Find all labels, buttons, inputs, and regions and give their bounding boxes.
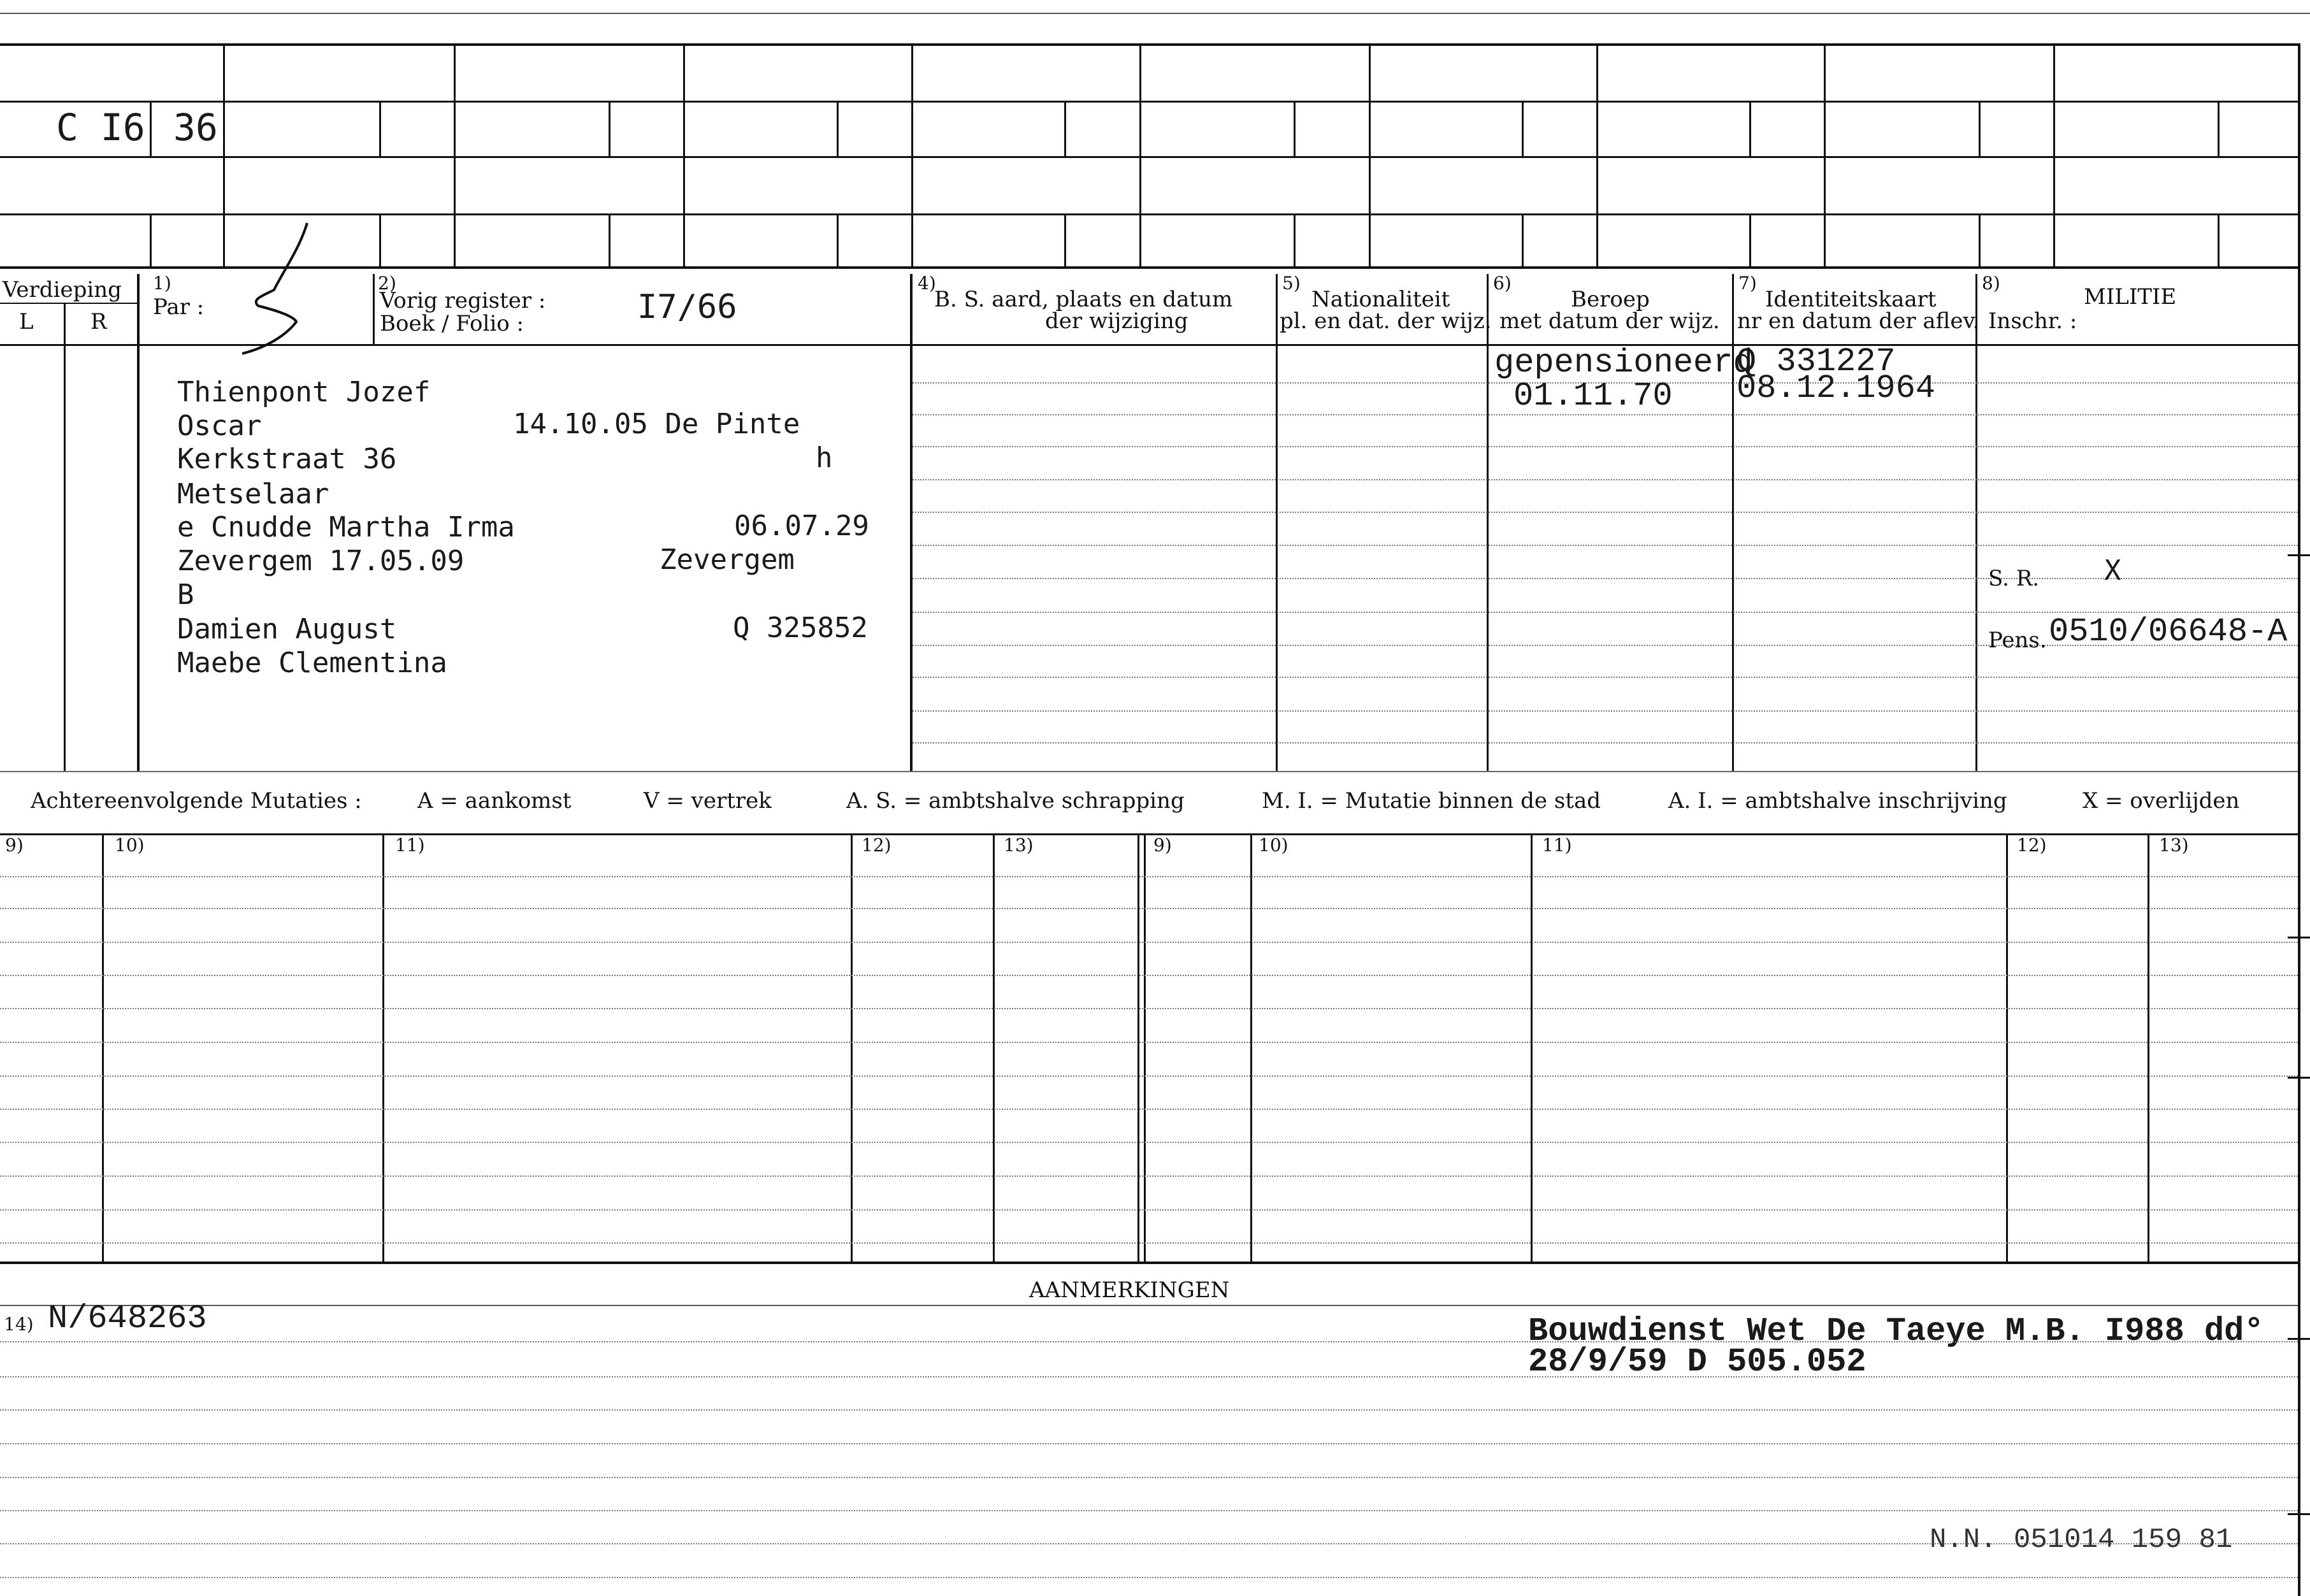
legend-top-line (0, 771, 2298, 772)
rule (0, 1008, 2298, 1009)
legend-ai: A. I. = ambtshalve inschrijving (1668, 788, 2007, 814)
grid-tick (379, 101, 381, 156)
rule (913, 742, 2298, 744)
person-code-b: B (177, 579, 194, 611)
grid-col-line (683, 43, 685, 266)
rule (0, 1075, 2298, 1077)
code-separator (150, 101, 152, 156)
col-line-person (137, 274, 140, 771)
mut-col-line (2006, 833, 2008, 1262)
militie-label: MILITIE (2084, 284, 2177, 310)
id-date: 08.12.1964 (1736, 370, 1936, 407)
grid-tick (1749, 101, 1751, 156)
rule (913, 578, 2298, 579)
col-line-bs (910, 274, 913, 771)
rule (0, 1042, 2298, 1043)
grid-tick (1522, 101, 1524, 156)
col-r-label: R (90, 309, 107, 334)
grid-col-line (1139, 43, 1141, 266)
rule (913, 710, 2298, 712)
rule (0, 1109, 2298, 1110)
mut-col-line (2148, 833, 2149, 1262)
sr-value: X (2104, 554, 2121, 587)
margin-tick (2288, 554, 2310, 556)
mutations-bottom-line (0, 1262, 2298, 1264)
boek-folio-label: Boek / Folio : (380, 311, 524, 336)
rule (0, 1142, 2298, 1143)
code-a: C I6 (56, 106, 145, 149)
rule (913, 545, 2298, 546)
top-edge-line (0, 13, 2310, 14)
margin-tick (2288, 1338, 2310, 1340)
note-6: 6) (1493, 273, 1512, 294)
bs-label-2: der wijziging (1045, 308, 1188, 334)
rule (0, 1409, 2298, 1411)
person-mother: Maebe Clementina (177, 647, 447, 679)
nat-label-1: Nationaliteit (1311, 287, 1450, 312)
mut-col-10: 10) (115, 835, 145, 856)
rule (0, 876, 2298, 877)
rule (0, 1175, 2298, 1177)
grid-row-line (0, 266, 2298, 269)
rule (0, 975, 2298, 976)
top-border-line (0, 43, 2300, 46)
note-14: 14) (4, 1314, 34, 1335)
grid-tick (150, 213, 152, 266)
grid-tick (1522, 213, 1524, 266)
margin-tick (2288, 937, 2310, 938)
grid-tick (1294, 213, 1296, 266)
person-spouse-birth: Zevergem 17.05.09 (177, 545, 465, 577)
rule (0, 1341, 2298, 1342)
id-label-1: Identiteitskaart (1765, 287, 1937, 312)
rule (0, 1209, 2298, 1211)
rule (0, 1376, 2298, 1377)
col-line-vorig (373, 274, 375, 344)
grid-tick (609, 213, 610, 266)
note-7: 7) (1738, 273, 1757, 294)
person-name: Thienpont Jozef (177, 376, 431, 408)
beroep-value: gepensioneerd (1494, 344, 1753, 382)
col-line-beroep (1487, 274, 1489, 771)
note-5: 5) (1282, 273, 1301, 294)
grid-tick (1064, 213, 1066, 266)
inschr-label: Inschr. : (1988, 308, 2077, 334)
legend-x: X = overlijden (2083, 788, 2240, 814)
mut-col-13b: 13) (2159, 835, 2189, 856)
rule (0, 1242, 2298, 1244)
vorig-register-value: I7/66 (637, 288, 737, 326)
nat-label-2: pl. en dat. der wijz. (1280, 308, 1492, 334)
bouwdienst-line-1: Bouwdienst Wet De Taeye M.B. I988 dd° (1528, 1312, 2264, 1350)
grid-row-line (0, 156, 2298, 158)
beroep-label-1: Beroep (1571, 287, 1650, 312)
grid-tick (1749, 213, 1751, 266)
sr-label: S. R. (1988, 566, 2040, 591)
col-line-nat (1276, 274, 1278, 771)
rule (913, 446, 2298, 447)
mut-col-line (382, 833, 384, 1262)
remarks-title: AANMERKINGEN (1029, 1277, 1230, 1303)
grid-col-line (1824, 43, 1826, 266)
legend-v: V = vertrek (644, 788, 772, 814)
right-border-line (2298, 43, 2300, 1596)
note-8: 8) (1982, 273, 2000, 294)
legend-as: A. S. = ambtshalve schrapping (846, 788, 1185, 814)
mutations-top-line (0, 833, 2298, 835)
rule (0, 1443, 2298, 1444)
col-line-lr (64, 303, 66, 771)
rule (0, 1510, 2298, 1511)
beroep-date: 01.11.70 (1513, 377, 1673, 415)
margin-tick (2288, 1077, 2310, 1079)
grid-tick (837, 213, 839, 266)
person-birth: 14.10.05 De Pinte (513, 408, 800, 440)
grid-row-line (0, 213, 2298, 215)
signature-mark (236, 220, 319, 357)
rule (0, 1477, 2298, 1478)
bouwdienst-line-2: 28/9/59 D 505.052 (1528, 1343, 1866, 1381)
legend-title: Achtereenvolgende Mutaties : (31, 788, 362, 814)
grid-col-line (1369, 43, 1371, 266)
grid-col-line (2053, 43, 2055, 266)
rule (0, 942, 2298, 943)
rule (0, 1577, 2298, 1578)
id-label-2: nr en datum der aflev. (1737, 308, 1980, 334)
person-address: Kerkstraat 36 (177, 443, 397, 475)
mut-col-line (102, 833, 104, 1262)
pens-label: Pens. (1988, 628, 2047, 653)
lr-divider-line (0, 303, 137, 304)
person-spouse: e Cnudde Martha Irma (177, 511, 515, 543)
mut-col-10b: 10) (1259, 835, 1289, 856)
col-line-militie (1975, 274, 1977, 771)
rule (0, 908, 2298, 909)
mut-col-9b: 9) (1153, 835, 1172, 856)
nn-code: N/648263 (48, 1300, 207, 1337)
grid-tick (2218, 213, 2220, 266)
grid-col-line (911, 43, 913, 266)
pens-value: 0510/06648-A (2049, 613, 2288, 651)
mut-col-9: 9) (5, 835, 24, 856)
margin-tick (2288, 1513, 2310, 1515)
remarks-top-line (0, 1305, 2298, 1306)
grid-col-line (1596, 43, 1598, 266)
grid-row-line (0, 101, 2298, 103)
person-marriage-date: 06.07.29 (734, 510, 869, 542)
mut-col-12: 12) (862, 835, 892, 856)
person-mark: h (816, 442, 833, 474)
person-given-name: Oscar (177, 410, 262, 442)
mut-col-12b: 12) (2017, 835, 2047, 856)
note-4: 4) (918, 273, 936, 294)
beroep-label-2: met datum der wijz. (1499, 308, 1720, 334)
nn-number: N.N. 051014 159 81 (1930, 1524, 2233, 1556)
id-number: Q 331227 (1736, 343, 1896, 380)
note-1: 1) (153, 273, 171, 294)
note-2: 2) (378, 273, 396, 294)
legend-mi: M. I. = Mutatie binnen de stad (1262, 788, 1601, 814)
mut-col-line (993, 833, 995, 1262)
verdieping-label: Verdieping (3, 277, 122, 303)
rule (913, 479, 2298, 480)
grid-tick (1979, 101, 1981, 156)
person-spouse-place: Zevergem (660, 543, 795, 576)
grid-col-line (223, 43, 225, 266)
person-father: Damien August (177, 613, 397, 645)
person-id-number: Q 325852 (733, 612, 868, 644)
grid-col-line (454, 43, 456, 266)
mut-col-line (1137, 833, 1139, 1262)
vorig-register-label: Vorig register : (380, 288, 546, 313)
code-b: 36 (173, 106, 218, 149)
mut-col-11b: 11) (1542, 835, 1572, 856)
col-l-label: L (19, 309, 34, 334)
bs-label-1: B. S. aard, plaats en datum (934, 287, 1233, 312)
grid-tick (837, 101, 839, 156)
mut-col-line (1531, 833, 1533, 1262)
grid-tick (609, 101, 610, 156)
mut-col-11: 11) (395, 835, 425, 856)
mut-col-line (1250, 833, 1252, 1262)
mut-col-line (1144, 833, 1146, 1262)
grid-tick (1294, 101, 1296, 156)
grid-tick (1979, 213, 1981, 266)
mut-col-line (851, 833, 853, 1262)
mut-col-13: 13) (1004, 835, 1034, 856)
legend-a: A = aankomst (417, 788, 572, 814)
header-bottom-line (0, 344, 2298, 346)
grid-tick (2218, 101, 2220, 156)
person-occupation: Metselaar (177, 478, 329, 510)
grid-tick (379, 213, 381, 266)
rule (913, 677, 2298, 678)
grid-tick (1064, 101, 1066, 156)
par-label: Par : (153, 294, 205, 320)
rule (913, 512, 2298, 513)
